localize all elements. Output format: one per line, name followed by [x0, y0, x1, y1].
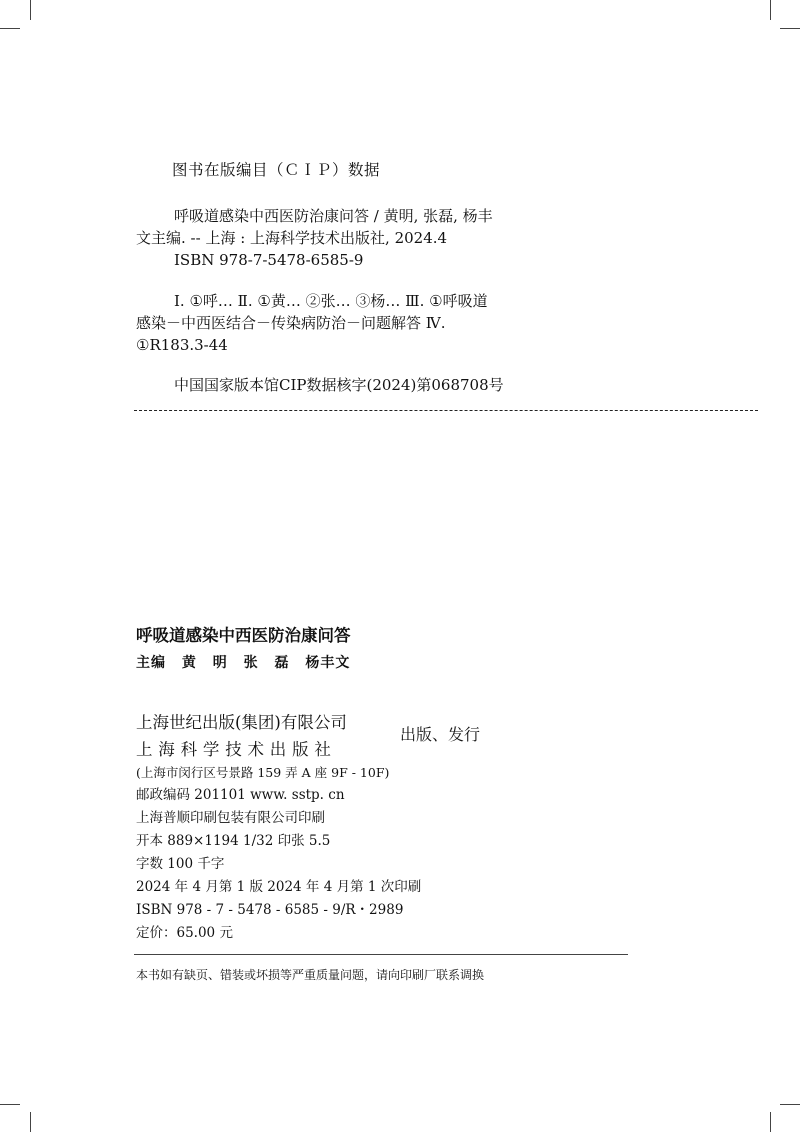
publisher-name: 上海科学技术出版社: [136, 740, 337, 759]
cip-title-line-2: 文主编. -- 上海 : 上海科学技术出版社, 2024.4: [136, 229, 448, 247]
postal-website: 邮政编码 201101 www. sstp. cn: [136, 787, 345, 803]
cip-subject-block: [136, 290, 596, 356]
cip-subject-line-2: 感染－中西医结合－传染病防治－问题解答 Ⅳ.: [136, 314, 446, 332]
book-format: 开本 889×1194 1/32 印张 5.5: [136, 833, 331, 849]
cip-isbn: ISBN 978-7-5478-6585-9: [174, 251, 364, 269]
cip-title-line-1: 呼吸道感染中西医防治康问答 / 黄明, 张磊, 杨丰: [174, 207, 493, 225]
crop-mark-bottom-left-h: [0, 1104, 20, 1105]
crop-mark-top-left: [30, 0, 31, 20]
crop-mark-top-left-h: [0, 28, 20, 29]
cip-subject-line-3: ①R183.3-44: [136, 336, 228, 354]
isbn-full: ISBN 978 - 7 - 5478 - 6585 - 9/R・2989: [136, 902, 404, 918]
crop-mark-bottom-left: [30, 1112, 31, 1132]
publish-issue-label: 出版、发行: [400, 725, 481, 744]
dashed-divider: [134, 410, 758, 411]
publisher-address: (上海市闵行区号景路 159 弄 A 座 9F - 10F): [136, 765, 390, 780]
crop-mark-bottom-right-h: [780, 1104, 800, 1105]
edition-info: 2024 年 4 月第 1 版 2024 年 4 月第 1 次印刷: [136, 879, 422, 895]
printer: 上海普顺印刷包装有限公司印刷: [136, 810, 325, 826]
book-title: 呼吸道感染中西医防治康问答: [136, 626, 351, 645]
cip-cataloging-number: 中国国家版本馆CIP数据核字(2024)第068708号: [174, 376, 504, 394]
crop-mark-bottom-right: [770, 1112, 771, 1132]
publisher-group: 上海世纪出版(集团)有限公司: [136, 713, 347, 732]
quality-notice: 本书如有缺页、错装或坏损等严重质量问题，请向印刷厂联系调换: [136, 968, 485, 982]
editors: 主编 黄 明 张 磊 杨丰文: [136, 655, 351, 671]
price: 定价：65.00 元: [136, 925, 233, 941]
cip-cataloging-block: [136, 374, 596, 396]
solid-divider: [134, 954, 628, 955]
cip-title-block: [136, 205, 596, 271]
cip-heading: 图书在版编目（ＣＩＰ）数据: [172, 161, 381, 179]
crop-mark-top-right-h: [780, 28, 800, 29]
cip-subject-line-1: Ⅰ. ①呼… Ⅱ. ①黄… ②张… ③杨… Ⅲ. ①呼吸道: [174, 292, 488, 310]
word-count: 字数 100 千字: [136, 856, 225, 872]
crop-mark-top-right: [770, 0, 771, 20]
